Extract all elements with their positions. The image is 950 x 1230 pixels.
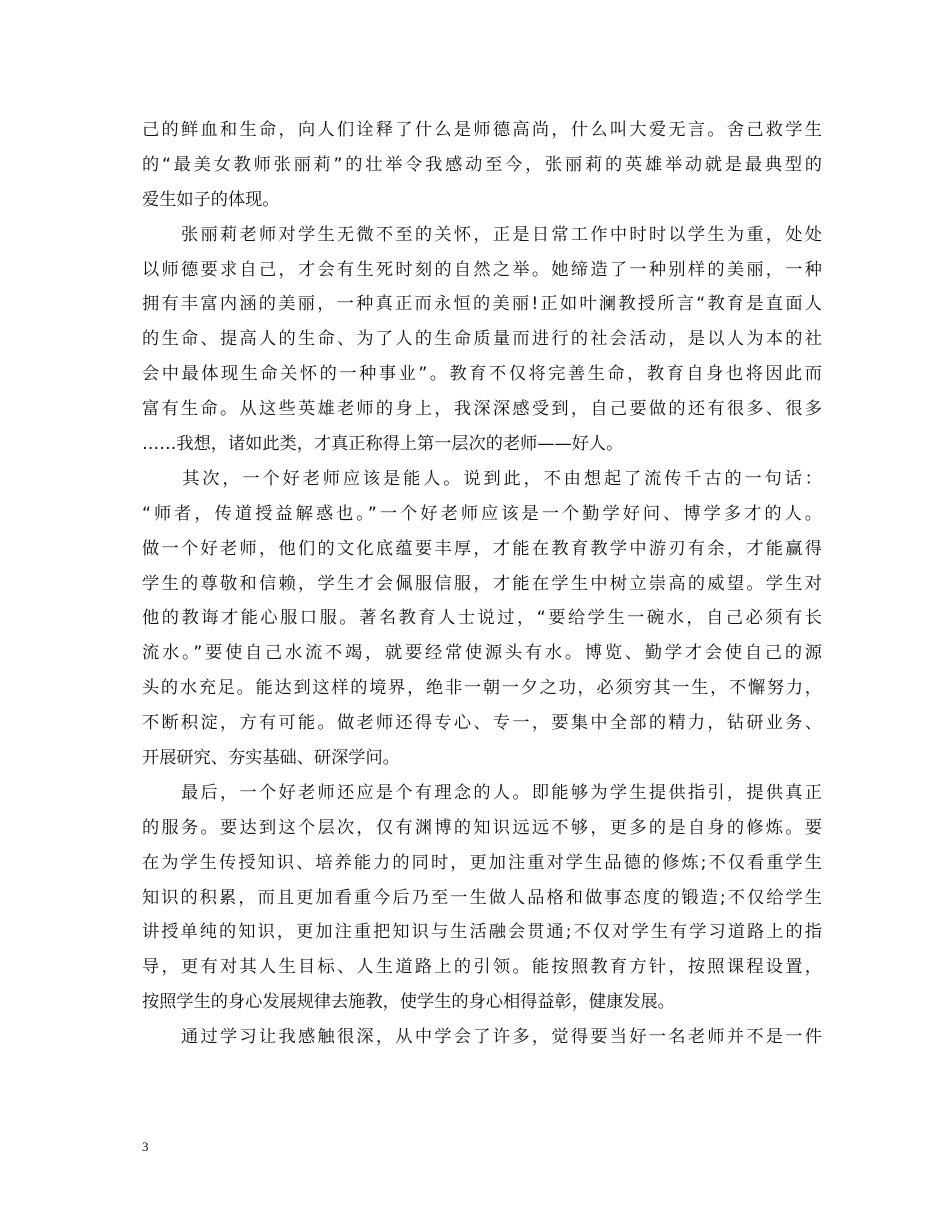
text-line: 开展研究、夯实基础、研深学问。: [142, 748, 400, 769]
text-line: 拥有丰富内涵的美丽，一种真正而永恒的美丽!正如叶澜教授所言“教育是直面人: [142, 294, 822, 315]
text-line: 最后，一个好老师还应是个有理念的人。即能够为学生提供指引，提供真正: [142, 782, 822, 803]
text-line: 在为学生传授知识、培养能力的同时，更加注重对学生品德的修炼;不仅看重学生: [142, 852, 822, 873]
text-line: 他的教诲才能心服口服。著名教育人士说过，“要给学生一碗水，自己必须有长: [142, 608, 822, 629]
text-line: 知识的积累，而且更加看重今后乃至一生做人品格和做事态度的锻造;不仅给学生: [142, 887, 822, 908]
text-line: 头的水充足。能达到这样的境界，绝非一朝一夕之功，必须穷其一生，不懈努力，: [142, 678, 822, 699]
text-line: “师者，传道授益解惑也。”一个好老师应该是一个勤学好问、博学多才的人。: [142, 503, 822, 524]
text-line: ……我想，诸如此类，才真正称得上第一层次的老师——好人。: [142, 434, 624, 455]
text-line: 的“最美女教师张丽莉”的壮举令我感动至今，张丽莉的英雄举动就是最典型的: [142, 154, 822, 175]
text-line: 其次，一个好老师应该是能人。说到此，不由想起了流传千古的一句话：: [142, 468, 822, 489]
text-line: 导，更有对其人生目标、人生道路上的引领。能按照教育方针，按照课程设置，: [142, 957, 822, 978]
document-body: [142, 113, 822, 1055]
text-line: 做一个好老师，他们的文化底蕴要丰厚，才能在教育教学中游刃有余，才能赢得: [142, 538, 822, 559]
text-line: 按照学生的身心发展规律去施教，使学生的身心相得益彰，健康发展。: [142, 992, 675, 1013]
text-line: 的服务。要达到这个层次，仅有渊博的知识远远不够，更多的是自身的修炼。要: [142, 817, 822, 838]
text-line: 不断积淀，方有可能。做老师还得专心、专一，要集中全部的精力，钻研业务、: [142, 713, 822, 734]
text-line: 的生命、提高人的生命、为了人的生命质量而进行的社会活动，是以人为本的社: [142, 329, 822, 350]
text-line: 以师德要求自己，才会有生死时刻的自然之举。她缔造了一种别样的美丽，一种: [142, 259, 822, 280]
page-number: 3: [142, 1139, 149, 1154]
text-line: 流水。”要使自己水流不竭，就要经常使源头有水。博览、勤学才会使自己的源: [142, 643, 822, 664]
text-line: 会中最体现生命关怀的一种事业”。教育不仅将完善生命，教育自身也将因此而: [142, 364, 822, 385]
text-line: 学生的尊敬和信赖，学生才会佩服信服，才能在学生中树立崇高的威望。学生对: [142, 573, 822, 594]
text-line: 通过学习让我感触很深，从中学会了许多，觉得要当好一名老师并不是一件: [142, 1027, 822, 1048]
text-line: 讲授单纯的知识，更加注重把知识与生活融会贯通;不仅对学生有学习道路上的指: [142, 922, 822, 943]
text-line: 爱生如子的体现。: [142, 189, 280, 210]
text-line: 己的鲜血和生命，向人们诠释了什么是师德高尚，什么叫大爱无言。舍己救学生: [142, 120, 822, 140]
text-line: 富有生命。从这些英雄老师的身上，我深深感受到，自己要做的还有很多、很多: [142, 399, 822, 420]
text-line: 张丽莉老师对学生无微不至的关怀，正是日常工作中时时以学生为重，处处: [142, 224, 822, 245]
